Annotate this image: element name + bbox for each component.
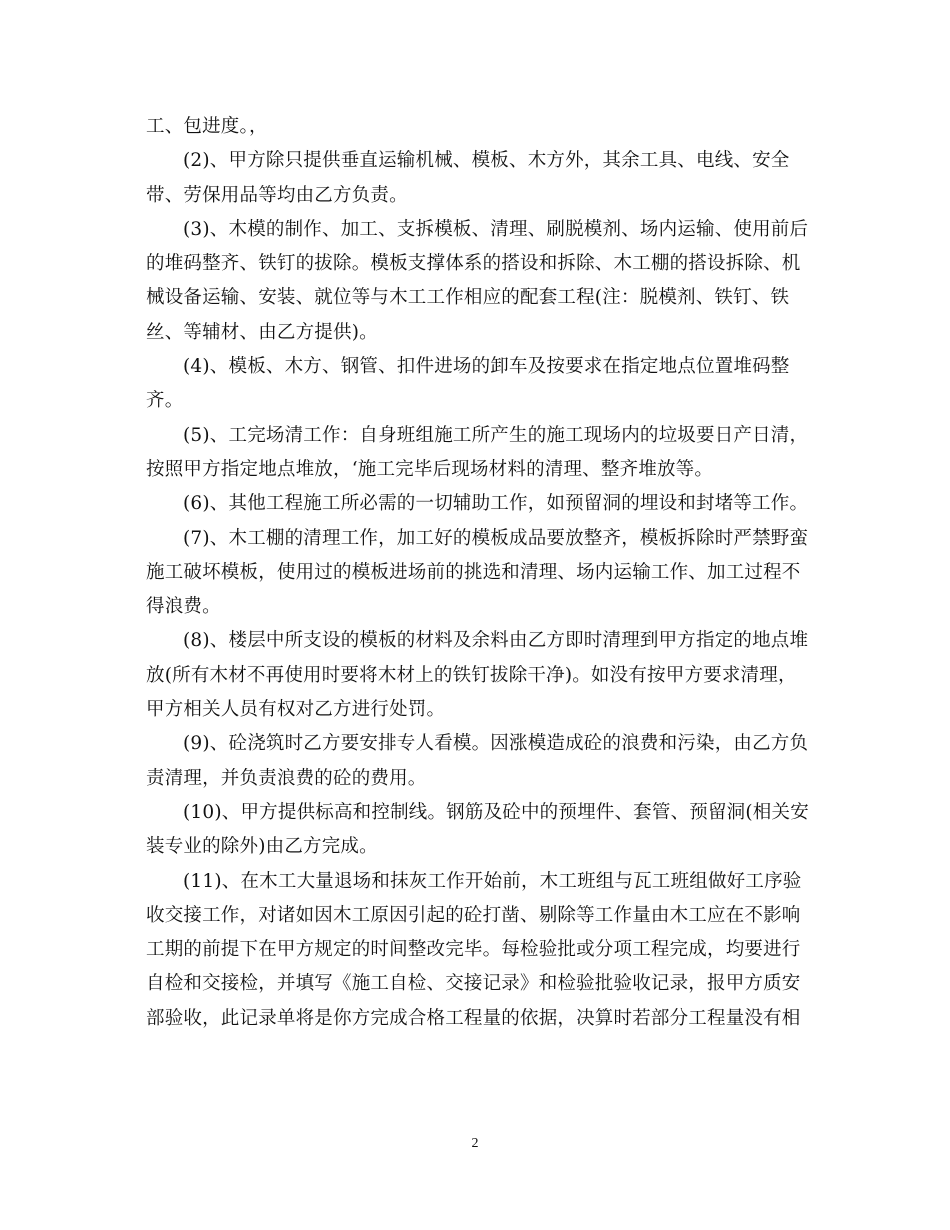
text-line: 部验收，此记录单将是你方完成合格工程量的依据，决算时若部分工程量没有相 [146,1007,801,1029]
text-line: (10)、甲方提供标高和控制线。钢筋及砼中的预埋件、套管、预留洞(相关安 [183,801,809,823]
text-line: 甲方相关人员有权对乙方进行处罚。 [146,699,446,721]
text-line: 自检和交接检，并填写《施工自检、交接记录》和检验批验收记录，报甲方质安 [146,973,801,995]
text-line: (2)、甲方除只提供垂直运输机械、模板、木方外，其余工具、电线、安全 [183,150,790,172]
text-line: 收交接工作，对诸如因木工原因引起的砼打凿、剔除等工作量由木工应在不影响 [146,904,801,926]
text-line: (7)、木工棚的清理工作，加工好的模板成品要放整齐，模板拆除时严禁野蛮 [183,527,809,549]
text-line: (5)、工完场清工作：自身班组施工所产生的施工现场内的垃圾要日产日清， [183,424,809,446]
page-number: 2 [471,1136,479,1151]
body-text [146,110,809,1036]
text-line: 的堆码整齐、铁钉的拔除。模板支撑体系的搭设和拆除、木工棚的搭设拆除、机 [146,253,801,275]
text-line: 工期的前提下在甲方规定的时间整改完毕。每检验批或分项工程完成，均要进行 [146,939,801,961]
text-line: (8)、楼层中所支设的模板的材料及余料由乙方即时清理到甲方指定的地点堆 [183,630,809,652]
text-line: 丝、等辅材、由乙方提供)。 [146,321,378,343]
text-line: 齐。 [146,390,184,412]
text-line: (6)、其他工程施工所必需的一切辅助工作，如预留洞的埋设和封堵等工作。 [183,493,809,515]
text-line: 按照甲方指定地点堆放，‘施工完毕后现场材料的清理、整齐堆放等。 [146,458,714,480]
text-line: (3)、木模的制作、加工、支拆模板、清理、刷脱模剂、场内运输、使用前后 [183,218,809,240]
text-line: 得浪费。 [146,596,221,618]
text-line: 施工破坏模板，使用过的模板进场前的挑选和清理、场内运输工作、加工过程不 [146,561,801,583]
text-line: (11)、在木工大量退场和抹灰工作开始前，木工班组与瓦工班组做好工序验 [183,870,802,892]
text-line: (4)、模板、木方、钢管、扣件进场的卸车及按要求在指定地点位置堆码整 [183,356,790,378]
text-line: 责清理，并负责浪费的砼的费用。 [146,767,427,789]
text-line: 装专业的除外)由乙方完成。 [146,836,378,858]
text-line: (9)、砼浇筑时乙方要安排专人看模。因涨模造成砼的浪费和污染，由乙方负 [183,733,809,755]
text-line: 工、包进度。， [146,116,268,137]
text-line: 械设备运输、安装、就位等与木工工作相应的配套工程(注：脱模剂、铁钉、铁 [146,287,790,309]
text-line: 放(所有木材不再使用时要将木材上的铁钉拔除干净)。如没有按甲方要求清理， [146,664,797,686]
text-line: 带、劳保用品等均由乙方负责。 [146,184,408,206]
